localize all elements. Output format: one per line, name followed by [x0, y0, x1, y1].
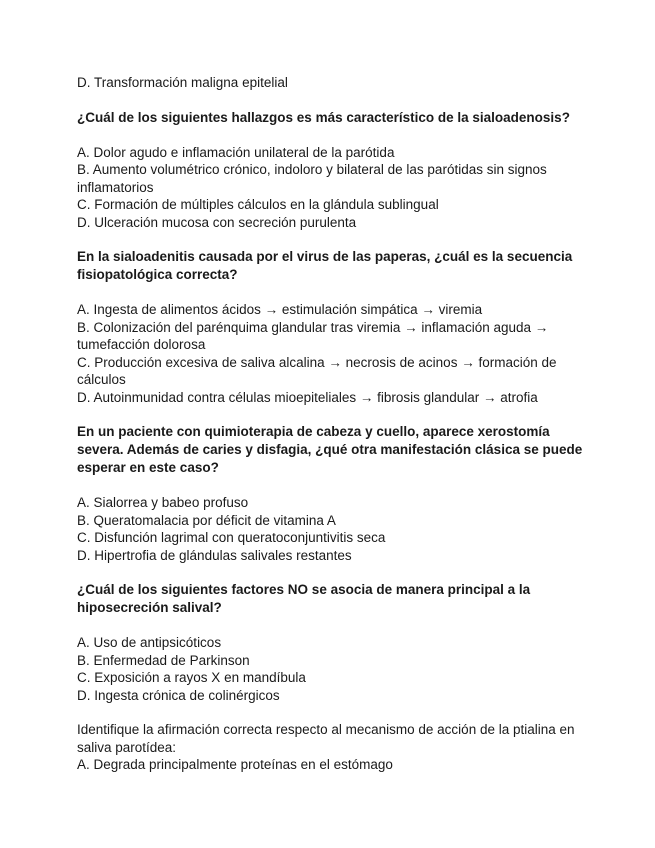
- question-5-text: Identifique la afirmación correcta respecto al mecanismo de acción de la ptialina en saliva parotídea:: [77, 722, 575, 755]
- question-1-option-a: A. Dolor agudo e inflamación unilateral de la parótida: [77, 144, 395, 160]
- option-text: D. Transformación maligna epitelial: [77, 75, 288, 90]
- question-3-option-a: A. Sialorrea y babeo profuso: [77, 495, 249, 510]
- question-3-option-c: C. Disfunción lagrimal con queratoconjuntivitis seca: [77, 530, 386, 545]
- question-4-option-c: C. Exposición a rayos X en mandíbula: [77, 670, 306, 685]
- question-1-option-c: C. Formación de múltiples cálculos en la glándula sublingual: [77, 197, 439, 212]
- question-4-option-b: B. Enfermedad de Parkinson: [77, 652, 250, 668]
- question-1-option-b: B. Aumento volumétrico crónico, indoloro y bilateral de las parótidas sin signos inflamatorios: [77, 162, 547, 195]
- question-3-option-b: B. Queratomalacia por déficit de vitamina A: [77, 512, 336, 528]
- question-3-text: En un paciente con quimioterapia de cabeza y cuello, aparece xerostomía severa. Además de caries y disfagia, ¿qué otra manifestación clásica se puede esperar en este caso?: [77, 424, 583, 475]
- question-2-option-d: D. Autoinmunidad contra células mioepiteliales → fibrosis glandular → atrofia: [77, 389, 538, 405]
- question-3-option-d: D. Hipertrofia de glándulas salivales restantes: [77, 547, 352, 563]
- question-2-text: En la sialoadenitis causada por el virus de las paperas, ¿cuál es la secuencia fisiopatológica correcta?: [77, 249, 573, 282]
- question-1-option-d: D. Ulceración mucosa con secreción purulenta: [77, 214, 357, 230]
- question-5-option-a: A. Degrada principalmente proteínas en el estómago: [77, 757, 393, 772]
- question-2-option-b: B. Colonización del parénquima glandular tras viremia → inflamación aguda → tumefacción dolorosa: [77, 319, 549, 352]
- question-1-text: ¿Cuál de los siguientes hallazgos es más característico de la sialoadenosis?: [77, 109, 570, 125]
- question-2-option-a: A. Ingesta de alimentos ácidos → estimulación simpática → viremia: [77, 302, 483, 317]
- question-4-option-d: D. Ingesta crónica de colinérgicos: [77, 687, 280, 703]
- question-4-option-a: A. Uso de antipsicóticos: [77, 635, 222, 650]
- question-4-text: ¿Cuál de los siguientes factores NO se asocia de manera principal a la hiposecreción salival?: [77, 582, 531, 615]
- question-2-option-c: C. Producción excesiva de saliva alcalina → necrosis de acinos → formación de cálculos: [77, 354, 557, 387]
